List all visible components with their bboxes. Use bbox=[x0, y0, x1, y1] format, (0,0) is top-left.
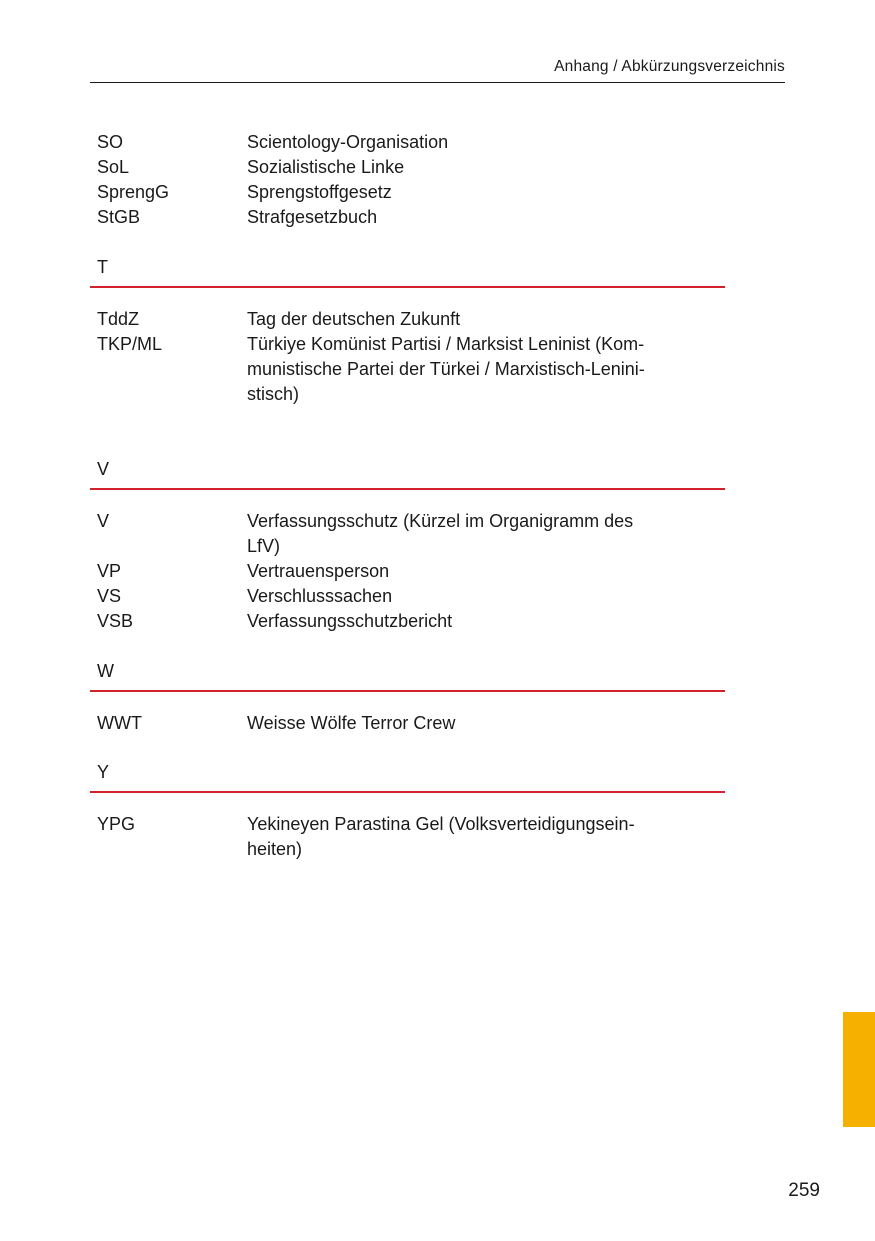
abbreviation: VS bbox=[97, 586, 122, 606]
section-rule bbox=[90, 791, 725, 793]
section-letter: V bbox=[97, 459, 110, 479]
section-letter: W bbox=[97, 661, 114, 681]
list-item bbox=[97, 509, 725, 559]
abbreviation: V bbox=[97, 511, 110, 531]
section-letter: Y bbox=[97, 762, 110, 782]
abbreviation: YPG bbox=[97, 814, 136, 834]
definition: Sprengstoffgesetz bbox=[247, 182, 392, 202]
definition bbox=[247, 332, 725, 407]
running-head: Anhang / Abkürzungsverzeichnis bbox=[554, 58, 785, 75]
header-rule bbox=[90, 82, 785, 83]
list-item bbox=[97, 711, 725, 736]
list-item bbox=[97, 180, 725, 205]
abbreviation: TddZ bbox=[97, 309, 140, 329]
abbreviation: WWT bbox=[97, 713, 142, 733]
abbreviation: VP bbox=[97, 561, 122, 581]
list-item bbox=[97, 130, 725, 155]
chapter-tab-marker bbox=[843, 1012, 875, 1127]
definition: Vertrauensperson bbox=[247, 561, 390, 581]
definition-line: munistische Partei der Türkei / Marxistisch-Lenini- bbox=[247, 359, 645, 379]
list-item bbox=[97, 609, 725, 634]
group-y bbox=[97, 760, 725, 862]
page-number: 259 bbox=[788, 1180, 820, 1201]
definition-line: LfV) bbox=[247, 536, 281, 556]
list-item bbox=[97, 205, 725, 230]
abbreviation: SoL bbox=[97, 157, 130, 177]
definition: Sozialistische Linke bbox=[247, 157, 405, 177]
list-item bbox=[97, 812, 725, 862]
definition: Tag der deutschen Zukunft bbox=[247, 309, 461, 329]
section-rule bbox=[90, 286, 725, 288]
definition-line: Yekineyen Parastina Gel (Volksverteidigungsein- bbox=[247, 814, 635, 834]
definition bbox=[247, 509, 725, 559]
abbreviation: TKP/ML bbox=[97, 334, 163, 354]
definition: Verfassungsschutzbericht bbox=[247, 611, 453, 631]
group-t bbox=[97, 255, 725, 407]
abbreviation-list bbox=[97, 130, 725, 862]
group-v bbox=[97, 457, 725, 634]
definition: Weisse Wölfe Terror Crew bbox=[247, 713, 456, 733]
group-s-continued bbox=[97, 130, 725, 230]
definition-line: stisch) bbox=[247, 384, 300, 404]
definition-line: Türkiye Komünist Partisi / Marksist Leninist (Kom- bbox=[247, 334, 645, 354]
definition: Verschlusssachen bbox=[247, 586, 393, 606]
abbreviation: StGB bbox=[97, 207, 141, 227]
definition: Strafgesetzbuch bbox=[247, 207, 378, 227]
section-rule bbox=[90, 690, 725, 692]
definition-line: Verfassungsschutz (Kürzel im Organigramm des bbox=[247, 511, 634, 531]
list-item bbox=[97, 584, 725, 609]
abbreviation: VSB bbox=[97, 611, 134, 631]
list-item bbox=[97, 155, 725, 180]
section-letter: T bbox=[97, 257, 108, 277]
section-rule bbox=[90, 488, 725, 490]
list-item bbox=[97, 307, 725, 332]
definition bbox=[247, 812, 725, 862]
list-item bbox=[97, 559, 725, 584]
definition-line: heiten) bbox=[247, 839, 303, 859]
list-item bbox=[97, 332, 725, 407]
abbreviation: SO bbox=[97, 132, 124, 152]
abbreviation: SprengG bbox=[97, 182, 170, 202]
group-w bbox=[97, 659, 725, 736]
definition: Scientology-Organisation bbox=[247, 132, 449, 152]
